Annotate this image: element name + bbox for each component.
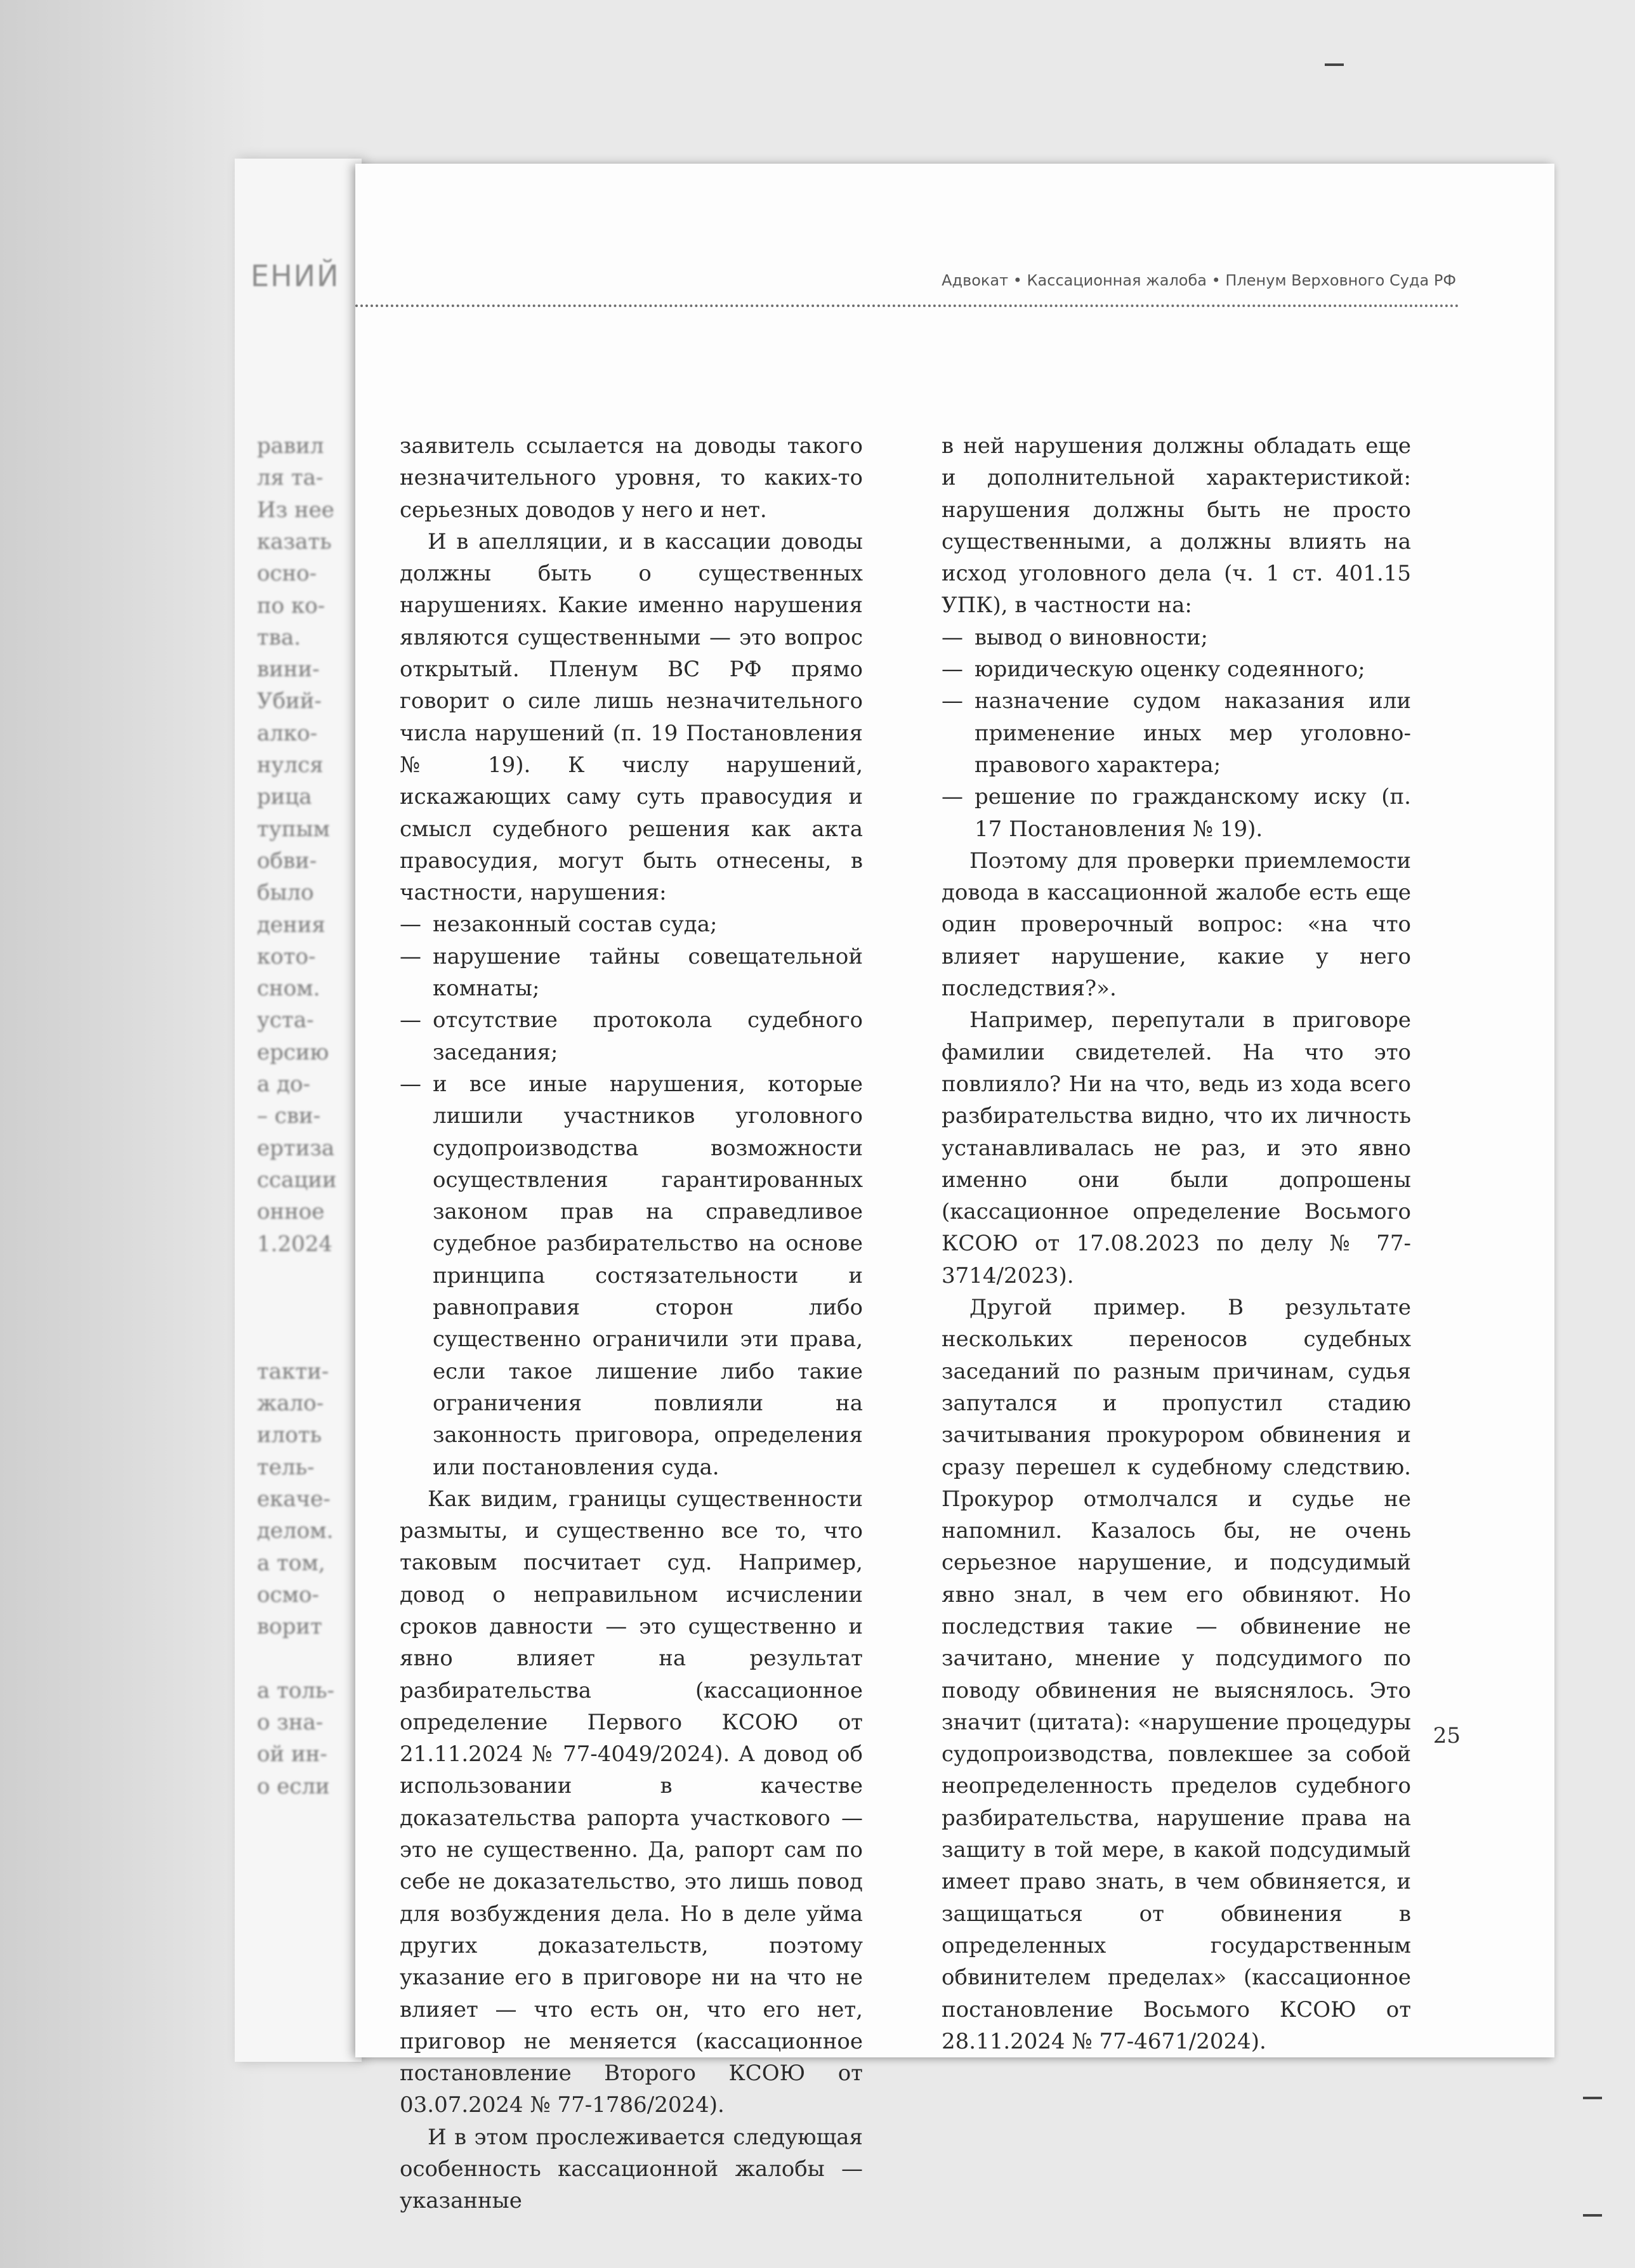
left-page-fragment: а до-	[257, 1072, 310, 1097]
left-page-fragment: такти-	[257, 1358, 329, 1384]
left-page-fragment: тель-	[257, 1454, 315, 1480]
list-item: — и все иные нарушения, которые лишили участников уголовного судопроизводства возможности осуществления гарантированных законом прав на справедливое судебное разбирательство на основе принципа состязательности и равноправия сторон либо существенно ограничили эти права, если такое лишение либо такие ограничения повлияли на законность приговора, определения или постановления суда.	[400, 1068, 863, 1483]
list-item: — назначение судом наказания или применение иных мер уголовно-правового характера;	[942, 685, 1411, 781]
left-page-fragment: сном.	[257, 976, 320, 1002]
paragraph: И в апелляции, и в кассации доводы должны быть о существенных нарушениях. Какие именно нарушения являются существенными — это вопрос открытый. Пленум ВС РФ прямо говорит о силе лишь незначительного числа нарушений (п. 19 Постановления № 19). К числу нарушений, искажающих саму суть правосудия и смысл судебного решения как акта правосудия, могут быть отнесены, в частности, нарушения:	[400, 528, 863, 906]
paragraph: заявитель ссылается на доводы такого незначительного уровня, то каких-то серьезных доводов у него и нет.	[400, 433, 863, 523]
left-page-fragment: а толь-	[257, 1677, 334, 1703]
left-page-fragment: уста-	[257, 1007, 314, 1033]
left-page-fragment: осмо-	[257, 1582, 319, 1608]
scan-mark	[1325, 63, 1344, 66]
paragraph: Как видим, границы существенности размыты, и существенно все то, что таковым посчитает суд. Например, довод о неправильном исчислении сроков давности — это существенно и явно влияет на результат разбирательства (кассационное определение Первого КСОЮ от 21.11.2024 № 77-4049/2024). А довод об использовании в качестве доказательства рапорта участкового — это не существенно. Да, рапорт сам по себе не доказательство, это лишь повод для возбуждения дела. Но в деле уйма других доказательств, поэтому указание его в приговоре ни на что не влияет — что есть он, что его нет, приговор не меняется (кассационное постановление Второго КСОЮ от 03.07.2024 № 77-1786/2024).	[400, 1486, 863, 2118]
running-head: Адвокат • Кассационная жалоба • Пленум Верховного Суда РФ	[942, 272, 1456, 289]
paragraph: Например, перепутали в приговоре фамилии свидетелей. На что это повлияло? Ни на что, ведь из хода всего разбирательства видно, что их личность устанавливалась не раз, и это явно именно они были допрошены (кассационное определение Восьмого КСОЮ от 17.08.2023 по делу № 77-3714/2023).	[942, 1007, 1411, 1288]
list-item: — вывод о виновности;	[942, 622, 1411, 653]
left-page-fragment: тупым	[257, 816, 330, 842]
left-page-fragment: нулся	[257, 752, 324, 778]
list-item: — нарушение тайны совещательной комнаты;	[400, 941, 863, 1005]
left-page-fragment: осно-	[257, 561, 317, 587]
paragraph: Поэтому для проверки приемлемости довода в кассационной жалобе есть еще один проверочный вопрос: «на что влияет нарушение, какие у него последствия?».	[942, 848, 1411, 1002]
left-page-fragment: ертиза	[257, 1135, 335, 1161]
main-page	[355, 164, 1554, 2214]
left-page-fragment: равил	[257, 433, 324, 459]
paragraph: Другой пример. В результате нескольких переносов судебных заседаний по разным причинам, судья запутался и пропустил стадию зачитывания прокурором обвинения и сразу перешел к судебному следствию. Прокурор отмолчался и судье не напомнил. Казалось бы, не очень серьезное нарушение, и подсудимый явно знал, в чем его обвиняют. Но последствия такие — обвинение не зачитано, мнение у подсудимого по поводу обвинения не выяснялось. Это значит (цитата): «нарушение процедуры судопроизводства, повлекшее за собой неопределенность пределов судебного разбирательства, нарушение права на защиту в той мере, в какой подсудимый имеет право знать, в чем обвиняется, и защищаться от обвинения в определенных государственным обвинителем пределах» (кассационное постановление Восьмого КСОЮ от 28.11.2024 № 77-4671/2024).	[942, 1295, 1411, 2054]
left-page-fragment: Из нее	[257, 497, 334, 523]
paragraph: И в этом прослеживается следующая особенность кассационной жалобы — указанные	[400, 2124, 863, 2214]
left-page-fragment: ой ин-	[257, 1741, 327, 1767]
left-page-fragment: вини-	[257, 657, 320, 683]
left-page-fragment: алко-	[257, 720, 318, 746]
left-page-fragment: жало-	[257, 1391, 324, 1416]
scan-mark	[1583, 2214, 1602, 2217]
scan-mark	[1583, 2097, 1602, 2099]
left-page-fragment: ля та-	[257, 465, 324, 491]
page-number: 25	[1433, 1723, 1461, 1748]
left-page-fragment: кото-	[257, 943, 316, 969]
left-page-fragment: о если	[257, 1773, 330, 1799]
left-page-fragment: дения	[257, 912, 325, 938]
left-page-header: ЕНИЙ	[251, 259, 340, 293]
left-page-fragment: тва.	[257, 624, 301, 650]
left-page-fragment: ссации	[257, 1167, 337, 1193]
list-item: — отсутствие протокола судебного заседания;	[400, 1004, 863, 1068]
left-page-fragment: рица	[257, 784, 312, 810]
left-page-fragment: Убий-	[257, 688, 322, 714]
left-page-fragment: екаче-	[257, 1486, 331, 1512]
left-page-fragment: илоть	[257, 1422, 322, 1448]
left-page-fragment: делом.	[257, 1518, 334, 1544]
left-page-fragment: онное	[257, 1199, 325, 1225]
list-item: — решение по гражданскому иску (п. 17 Постановления № 19).	[942, 781, 1411, 845]
left-page-fragment: казать	[257, 528, 332, 554]
violations-list	[400, 908, 863, 1483]
left-page-fragment: – сви-	[257, 1103, 321, 1129]
list-item: — незаконный состав суда;	[400, 908, 863, 940]
left-page-fragment: было	[257, 880, 314, 906]
left-page-fragment: по ко-	[257, 593, 325, 619]
column-right	[942, 430, 1411, 2057]
list-item: — юридическую оценку содеянного;	[942, 653, 1411, 685]
left-page-fragment: о зна-	[257, 1710, 324, 1735]
left-page-fragment: а том,	[257, 1550, 325, 1576]
column-left	[400, 430, 863, 2217]
left-page-fragment: 1.2024	[257, 1231, 332, 1257]
outcome-list	[942, 622, 1411, 845]
paragraph: в ней нарушения должны обладать еще и дополнительной характеристикой: нарушения должны быть не просто существенными, а должны влиять на исход уголовного дела (ч. 1 ст. 401.15 УПК), в частности на:	[942, 433, 1411, 619]
left-page-fragment: ворит	[257, 1614, 322, 1640]
left-page-fragment: обви-	[257, 848, 317, 874]
scan-background	[0, 0, 266, 2268]
left-page-fragment: ерсию	[257, 1039, 329, 1065]
header-divider	[355, 305, 1459, 307]
